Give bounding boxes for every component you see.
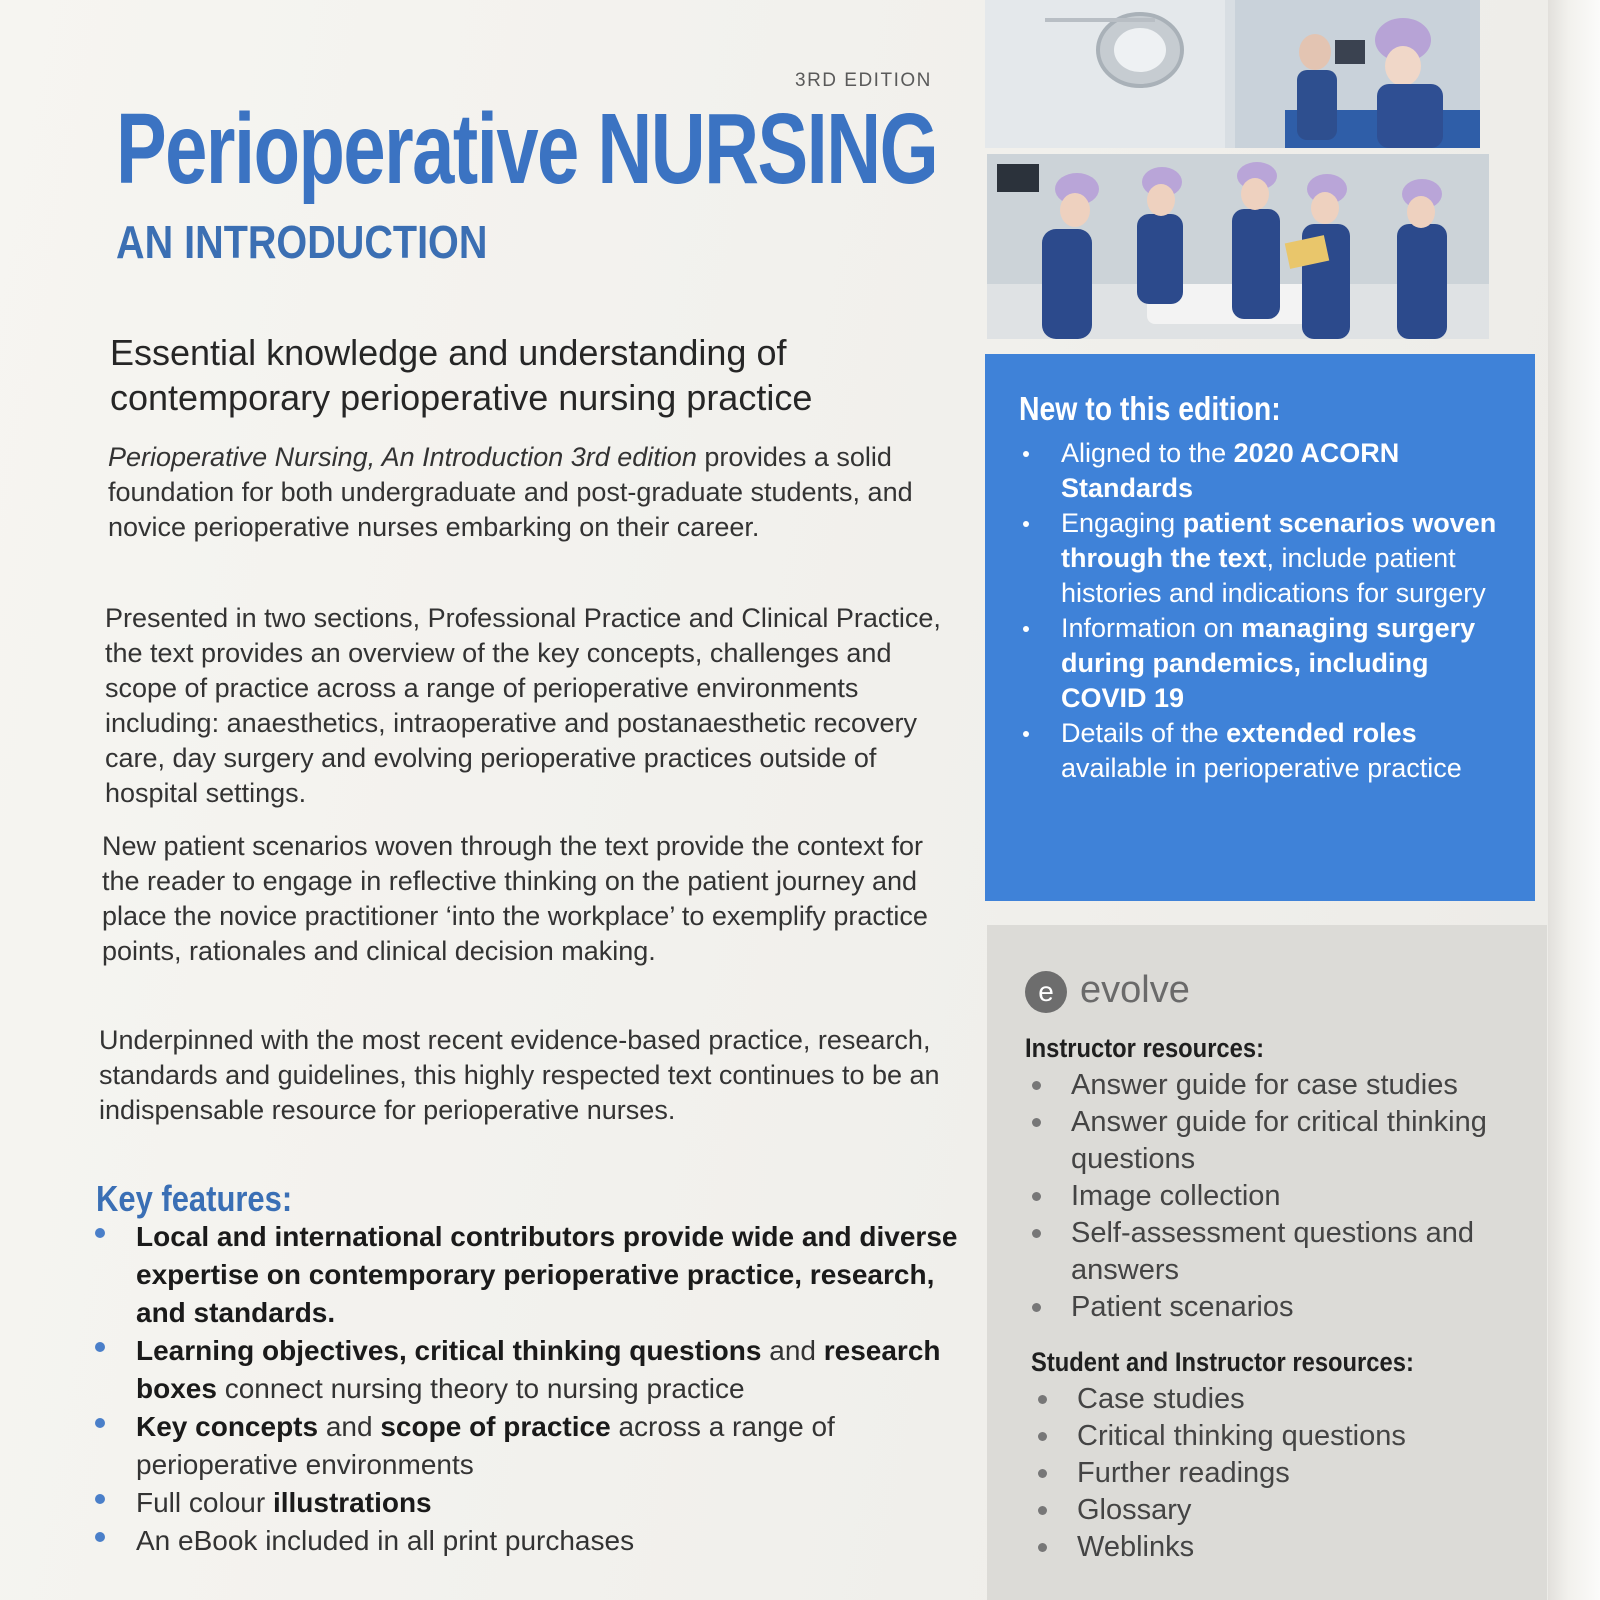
- bullet-icon: [1032, 1229, 1041, 1238]
- nursing-team-illustration: [987, 154, 1489, 339]
- bullet-icon: [1038, 1469, 1047, 1478]
- new-edition-item: [1019, 506, 1519, 611]
- page-edge: [1548, 0, 1600, 1600]
- evolve-brand: evolve: [1080, 969, 1190, 1011]
- resource-text: Image collection: [1071, 1180, 1281, 1212]
- key-feature-text: An eBook included in all print purchases: [136, 1525, 635, 1556]
- key-feature-text: across a range of perioperative environments: [136, 1411, 835, 1480]
- student-resources-heading: Student and Instructor resources:: [1031, 1347, 1414, 1377]
- resource-text: Answer guide for case studies: [1071, 1069, 1458, 1101]
- bullet-icon: [1032, 1118, 1041, 1127]
- intro-paragraph-1-text: provides a solid foundation for both undergraduate and post-graduate students, and novice perioperative nurses embarking on their career.: [108, 442, 913, 542]
- key-feature-bold: Local and international contributors provide wide and diverse expertise on contemporary perioperative practice, research, and standards.: [136, 1221, 958, 1328]
- new-edition-item: [1019, 716, 1519, 786]
- evolve-logo-letter: e: [1038, 976, 1054, 1007]
- bullet-icon: [1032, 1192, 1041, 1201]
- student-resources-list: [1033, 1381, 1533, 1566]
- bullet-icon: [95, 1342, 105, 1352]
- lead-statement: Essential knowledge and understanding of contemporary perioperative nursing practice: [110, 332, 813, 418]
- resource-item: [1027, 1067, 1527, 1104]
- resource-item: [1027, 1104, 1527, 1178]
- resource-item: [1033, 1492, 1533, 1529]
- bullet-icon: [1038, 1432, 1047, 1441]
- key-feature-bold: research boxes: [136, 1335, 941, 1404]
- resource-item: [1033, 1418, 1533, 1455]
- evolve-resources-panel: [987, 925, 1547, 1600]
- resource-text: Weblinks: [1077, 1531, 1195, 1563]
- new-edition-text: , include patient histories and indications for surgery: [1061, 543, 1486, 608]
- book-subtitle: AN INTRODUCTION: [116, 216, 488, 268]
- key-feature-item: [92, 1522, 962, 1560]
- intro-paragraph-3: New patient scenarios woven through the text provide the context for the reader to engage in reflective thinking on the patient journey and place the novice practitioner ‘into the workplace’ to exemplify practice points, rationales and clinical decision making.: [102, 831, 928, 966]
- instructor-resources-heading: Instructor resources:: [1025, 1033, 1265, 1063]
- bullet-icon: [95, 1532, 105, 1542]
- new-edition-bold: managing surgery during pandemics, including COVID 19: [1061, 613, 1476, 713]
- operating-room-photo-bottom: [987, 154, 1489, 339]
- new-edition-bold: 2020 ACORN Standards: [1061, 438, 1400, 503]
- key-feature-item: [92, 1484, 962, 1522]
- resource-item: [1027, 1215, 1527, 1289]
- bullet-icon: [1038, 1395, 1047, 1404]
- bullet-icon: [1032, 1081, 1041, 1090]
- bullet-icon: [1023, 626, 1029, 632]
- key-features-list: [92, 1218, 962, 1560]
- key-feature-bold: Learning objectives, critical thinking questions: [136, 1335, 762, 1366]
- bullet-icon: [1032, 1303, 1041, 1312]
- intro-paragraph-1: [108, 440, 968, 545]
- new-edition-heading: New to this edition:: [1019, 390, 1281, 427]
- key-feature-text: Full colour: [136, 1487, 273, 1518]
- book-title-italic: Perioperative Nursing, An Introduction 3rd edition: [108, 442, 697, 472]
- bullet-icon: [1038, 1506, 1047, 1515]
- resource-item: [1033, 1455, 1533, 1492]
- bullet-icon: [1023, 451, 1029, 457]
- intro-paragraph-2: Presented in two sections, Professional Practice and Clinical Practice, the text provides an overview of the key concepts, challenges and scope of practice across a range of perioperative environments including: anaesthetics, intraoperative and postanaesthetic recovery care, day surgery and evolving perioperative practices outside of hospital settings.: [105, 603, 941, 808]
- key-feature-bold: illustrations: [272, 1487, 432, 1518]
- evolve-logo-icon: [1024, 970, 1068, 1014]
- resource-item: [1027, 1289, 1527, 1326]
- resource-text: Patient scenarios: [1071, 1291, 1294, 1323]
- key-feature-item: [92, 1408, 962, 1484]
- new-edition-item: [1019, 436, 1519, 506]
- key-feature-text: connect nursing theory to nursing practice: [216, 1373, 745, 1404]
- key-feature-bold: scope of practice: [380, 1411, 611, 1442]
- new-edition-list: [1019, 436, 1519, 786]
- intro-paragraph-4: Underpinned with the most recent evidence-based practice, research, standards and guidelines, this highly respected text continues to be an indispensable resource for perioperative nurses.: [99, 1025, 940, 1125]
- new-edition-text: Information on: [1061, 613, 1242, 643]
- operating-room-illustration: [985, 0, 1480, 148]
- resource-text: Case studies: [1077, 1383, 1245, 1415]
- bullet-icon: [1023, 731, 1029, 737]
- resource-item: [1027, 1178, 1527, 1215]
- key-feature-item: [92, 1218, 962, 1332]
- new-edition-text: Details of the: [1061, 718, 1227, 748]
- new-edition-bold: extended roles: [1226, 718, 1417, 748]
- key-feature-text: and: [318, 1411, 381, 1442]
- book-title: Perioperative NURSING: [116, 93, 938, 205]
- resource-item: [1033, 1381, 1533, 1418]
- operating-room-photo-top: [985, 0, 1480, 148]
- bullet-icon: [95, 1418, 105, 1428]
- new-edition-text: Aligned to the: [1061, 438, 1234, 468]
- new-edition-panel: [985, 354, 1535, 901]
- resource-text: Answer guide for critical thinking questions: [1071, 1106, 1487, 1175]
- resource-text: Glossary: [1077, 1494, 1192, 1526]
- bullet-icon: [95, 1228, 105, 1238]
- new-edition-item: [1019, 611, 1519, 716]
- key-feature-item: [92, 1332, 962, 1408]
- edition-label: 3RD EDITION: [795, 70, 932, 91]
- resource-text: Critical thinking questions: [1077, 1420, 1406, 1452]
- bullet-icon: [1038, 1543, 1047, 1552]
- key-features-heading: Key features:: [96, 1178, 293, 1219]
- resource-item: [1033, 1529, 1533, 1566]
- instructor-resources-list: [1027, 1067, 1527, 1326]
- key-feature-text: and: [761, 1335, 824, 1366]
- resource-text: Self-assessment questions and answers: [1071, 1217, 1474, 1286]
- new-edition-text: available in perioperative practice: [1061, 753, 1462, 783]
- bullet-icon: [95, 1494, 105, 1504]
- bullet-icon: [1023, 521, 1029, 527]
- new-edition-text: Engaging: [1061, 508, 1183, 538]
- resource-text: Further readings: [1077, 1457, 1290, 1489]
- key-feature-bold: Key concepts: [136, 1411, 319, 1442]
- new-edition-bold: patient scenarios woven through the text: [1061, 508, 1497, 573]
